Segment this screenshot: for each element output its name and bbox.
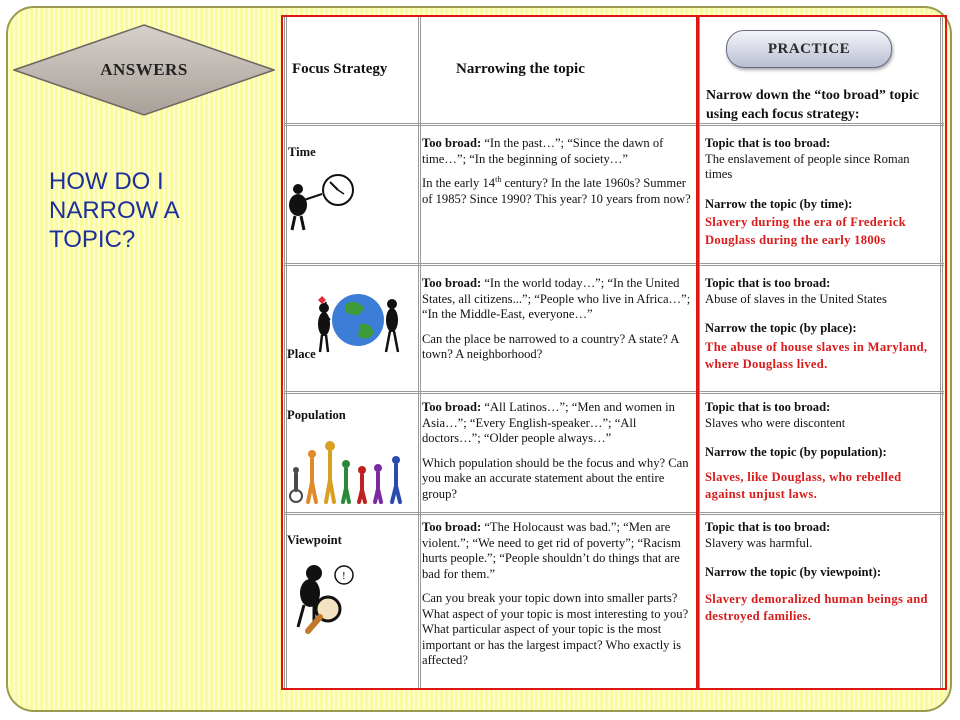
examples-sup: th [495,174,502,184]
row-label-population: Population [287,408,346,422]
practice-topic: Slavery was harmful. [705,535,813,550]
question-text: Can you break your topic down into smaller parts? What aspect of your topic is most interesting to you? What particular aspect of your topic is the most important or has the largest impact? Who exactly is affected? [422,591,689,667]
narrow-label: Narrow the topic (by population): [705,445,887,459]
topic-too-broad-label: Topic that is too broad: [705,400,831,414]
page-title: HOW DO I NARROW A TOPIC? [49,168,179,253]
svg-text:!: ! [342,570,346,582]
question-text: Can the place be narrowed to a country? A state? A town? A neighborhood? [422,331,679,361]
examples-text-a: In the early 14 [422,176,496,190]
too-broad-text: “In the world today…”; “In the United States, all citizens...”; “People who live in Africa…”; “In the Middle-East, everyone…” [422,276,691,321]
narrow-label: Narrow the topic (by place): [705,321,857,335]
too-broad-label: Too broad: [422,520,482,534]
narrow-label: Narrow the topic (by viewpoint): [705,565,882,579]
topic-too-broad-label: Topic that is too broad: [705,276,831,290]
practice-intro: Narrow down the “too broad” topic using each focus strategy: [706,88,919,122]
too-broad-text: “The Holocaust was bad.”; “Men are violent.”; “We need to get rid of poverty”; “Racism hurts people.”; “People shouldn’t do things that are bad for them.” [422,520,681,581]
narrow-label: Narrow the topic (by time): [705,196,853,211]
topic-too-broad-label: Topic that is too broad: [705,520,831,534]
too-broad-text: “All Latinos…”; “Men and women in Asia…”; “Every English-speaker…”; “All doctors…”; “Older people always…” [422,400,675,445]
examples-text-b: century? In the late 1960s? Summer of 1985? Since 1990? This year? 10 years from now? [422,176,691,206]
answer-population: Slaves, like Douglass, who rebelled against unjust laws. [705,469,902,501]
red-outline-left [281,15,698,690]
answer-place: The abuse of house slaves in Maryland, where Douglass lived. [705,339,928,371]
practice-button[interactable]: PRACTICE [726,30,892,68]
practice-topic: The enslavement of people since Roman times [705,151,910,181]
too-broad-label: Too broad: [422,400,482,414]
row-label-place: Place [287,347,316,361]
answer-time: Slavery during the era of Frederick Douglass during the early 1800s [705,215,906,247]
topic-too-broad-label: Topic that is too broad: [705,136,831,150]
answers-label: ANSWERS [100,60,188,79]
practice-topic: Slaves who were discontent [705,415,846,430]
practice-topic: Abuse of slaves in the United States [705,291,887,306]
header-narrowing-topic: Narrowing the topic [456,61,585,77]
question-text: Which population should be the focus and why? Can you make an accurate statement about the entire group? [422,455,689,501]
red-outline-right [697,15,947,690]
too-broad-label: Too broad: [422,276,482,290]
too-broad-text: “In the past…”; “Since the dawn of time…”; “In the beginning of society…” [422,136,664,166]
row-label-viewpoint: Viewpoint [287,533,342,547]
answer-viewpoint: Slavery demoralized human beings and destroyed families. [705,591,928,623]
too-broad-label: Too broad: [422,136,482,150]
header-focus-strategy: Focus Strategy [292,61,388,77]
row-label-time: Time [288,145,316,159]
